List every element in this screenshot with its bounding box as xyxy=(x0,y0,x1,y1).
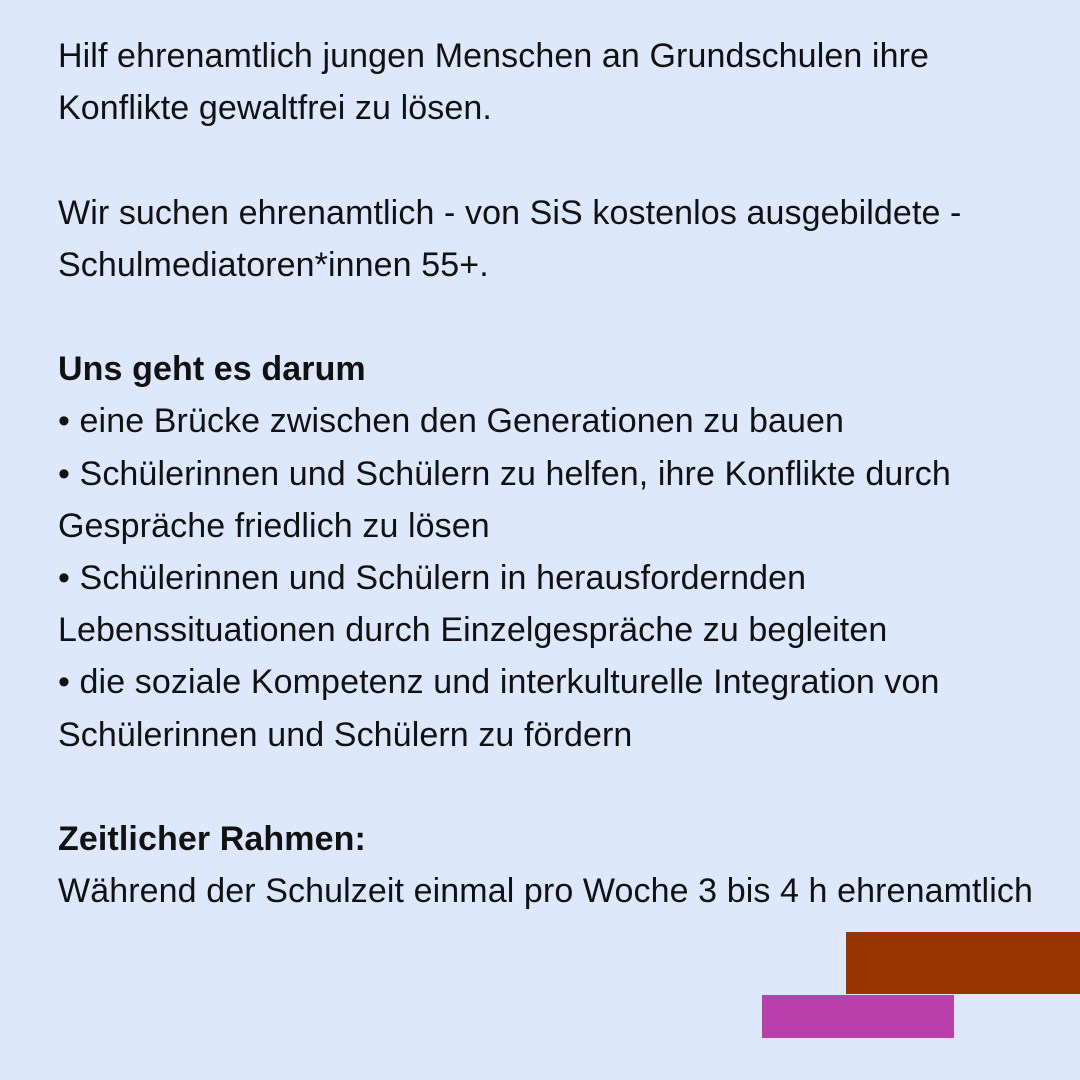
intro-text: Hilf ehrenamtlich jungen Menschen an Grundschulen ihre Konflikte gewaltfrei zu lösen. xyxy=(58,37,930,128)
goal-item: • die soziale Kompetenz und interkulturelle Integration von Schülerinnen und Schülern zu fördern xyxy=(58,663,940,754)
spacer xyxy=(58,291,1048,343)
decorative-magenta-bar xyxy=(762,995,954,1038)
timeframe-text: Während der Schulzeit einmal pro Woche 3 bis 4 h ehrenamtlich xyxy=(58,872,1033,911)
post-text-body xyxy=(58,30,1048,917)
spacer xyxy=(58,134,1048,186)
spacer xyxy=(58,761,1048,813)
decorative-brown-bar xyxy=(846,932,1080,994)
search-text: Wir suchen ehrenamtlich - von SiS kostenlos ausgebildete - Schulmediatoren*innen 55+. xyxy=(58,193,962,284)
goal-item: • Schülerinnen und Schülern in herausfordernden Lebenssituationen durch Einzelgespräche zu begleiten xyxy=(58,559,888,650)
goal-item: • eine Brücke zwischen den Generationen zu bauen xyxy=(58,402,844,441)
timeframe-heading: Zeitlicher Rahmen: xyxy=(58,820,366,858)
goals-heading: Uns geht es darum xyxy=(58,350,366,389)
goal-item: • Schülerinnen und Schülern zu helfen, ihre Konflikte durch Gespräche friedlich zu lösen xyxy=(58,454,951,545)
